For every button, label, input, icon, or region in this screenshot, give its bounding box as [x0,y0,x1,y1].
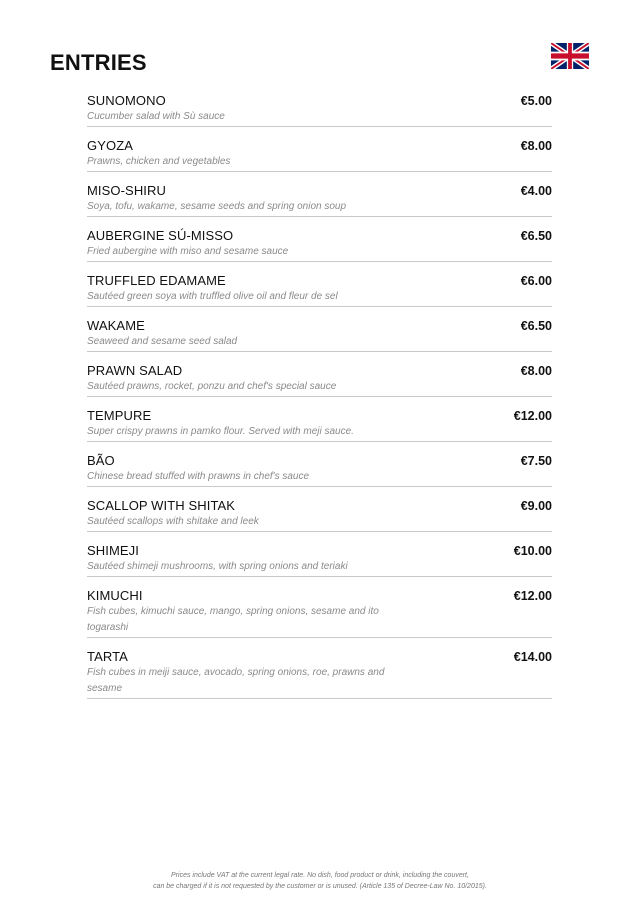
item-price: €12.00 [513,409,552,423]
item-price: €10.00 [513,544,552,558]
item-description: Sautéed scallops with shitake and leek [87,516,259,527]
footer-line-2: can be charged if it is not requested by the customer or is unused. (Article 135 of Decree-Law No. 10/2015). [153,883,487,890]
menu-item [87,225,552,262]
item-price: €4.00 [520,184,552,198]
item-price: €8.00 [520,139,552,153]
menu-item [87,180,552,217]
item-price: €7.50 [520,454,552,468]
item-name: SHIMEJI [87,543,139,558]
menu-list [87,90,552,707]
menu-item [87,135,552,172]
menu-item [87,315,552,352]
item-price: €5.00 [520,94,552,108]
item-name: TEMPURE [87,408,152,423]
legal-footer [0,870,640,892]
item-price: €6.50 [520,229,552,243]
item-name: KIMUCHI [87,588,143,603]
menu-item [87,540,552,577]
item-price: €12.00 [513,589,552,603]
item-name: PRAWN SALAD [87,363,183,378]
item-description: Fish cubes, kimuchi sauce, mango, spring onions, sesame and ito togarashi [87,606,379,633]
footer-line-1: Prices include VAT at the current legal rate. No dish, food product or drink, including the couvert, [171,872,469,879]
item-name: TRUFFLED EDAMAME [87,273,226,288]
menu-item [87,585,552,638]
item-price: €6.00 [520,274,552,288]
item-description: Sautéed prawns, rocket, ponzu and chef's special sauce [87,381,337,392]
menu-item [87,450,552,487]
menu-item [87,90,552,127]
item-description: Fried aubergine with miso and sesame sauce [87,246,289,257]
menu-item [87,405,552,442]
item-name: SUNOMONO [87,93,166,108]
item-description: Sautéed green soya with truffled olive oil and fleur de sel [87,291,338,302]
item-name: TARTA [87,649,128,664]
item-name: AUBERGINE SÚ-MISSO [87,228,234,243]
menu-item [87,495,552,532]
item-name: GYOZA [87,138,134,153]
item-description: Prawns, chicken and vegetables [87,156,231,167]
item-name: BÃO [87,453,115,468]
page-title: ENTRIES [50,50,147,75]
item-description: Soya, tofu, wakame, sesame seeds and spring onion soup [87,201,347,212]
item-name: SCALLOP WITH SHITAK [87,498,236,513]
item-price: €8.00 [520,364,552,378]
item-name: WAKAME [87,318,145,333]
menu-item [87,360,552,397]
item-description: Super crispy prawns in pamko flour. Served with meji sauce. [87,426,354,437]
item-description: Fish cubes in meiji sauce, avocado, spring onions, roe, prawns and sesame [87,667,385,694]
item-description: Seaweed and sesame seed salad [87,336,238,347]
item-description: Cucumber salad with Sù sauce [87,111,225,122]
item-price: €9.00 [520,499,552,513]
uk-flag-icon[interactable] [551,43,589,69]
menu-item [87,646,552,699]
item-description: Chinese bread stuffed with prawns in chef's sauce [87,471,310,482]
item-price: €6.50 [520,319,552,333]
item-description: Sautéed shimeji mushrooms, with spring onions and teriaki [87,561,348,572]
item-name: MISO-SHIRU [87,183,166,198]
menu-item [87,270,552,307]
item-price: €14.00 [513,650,552,664]
